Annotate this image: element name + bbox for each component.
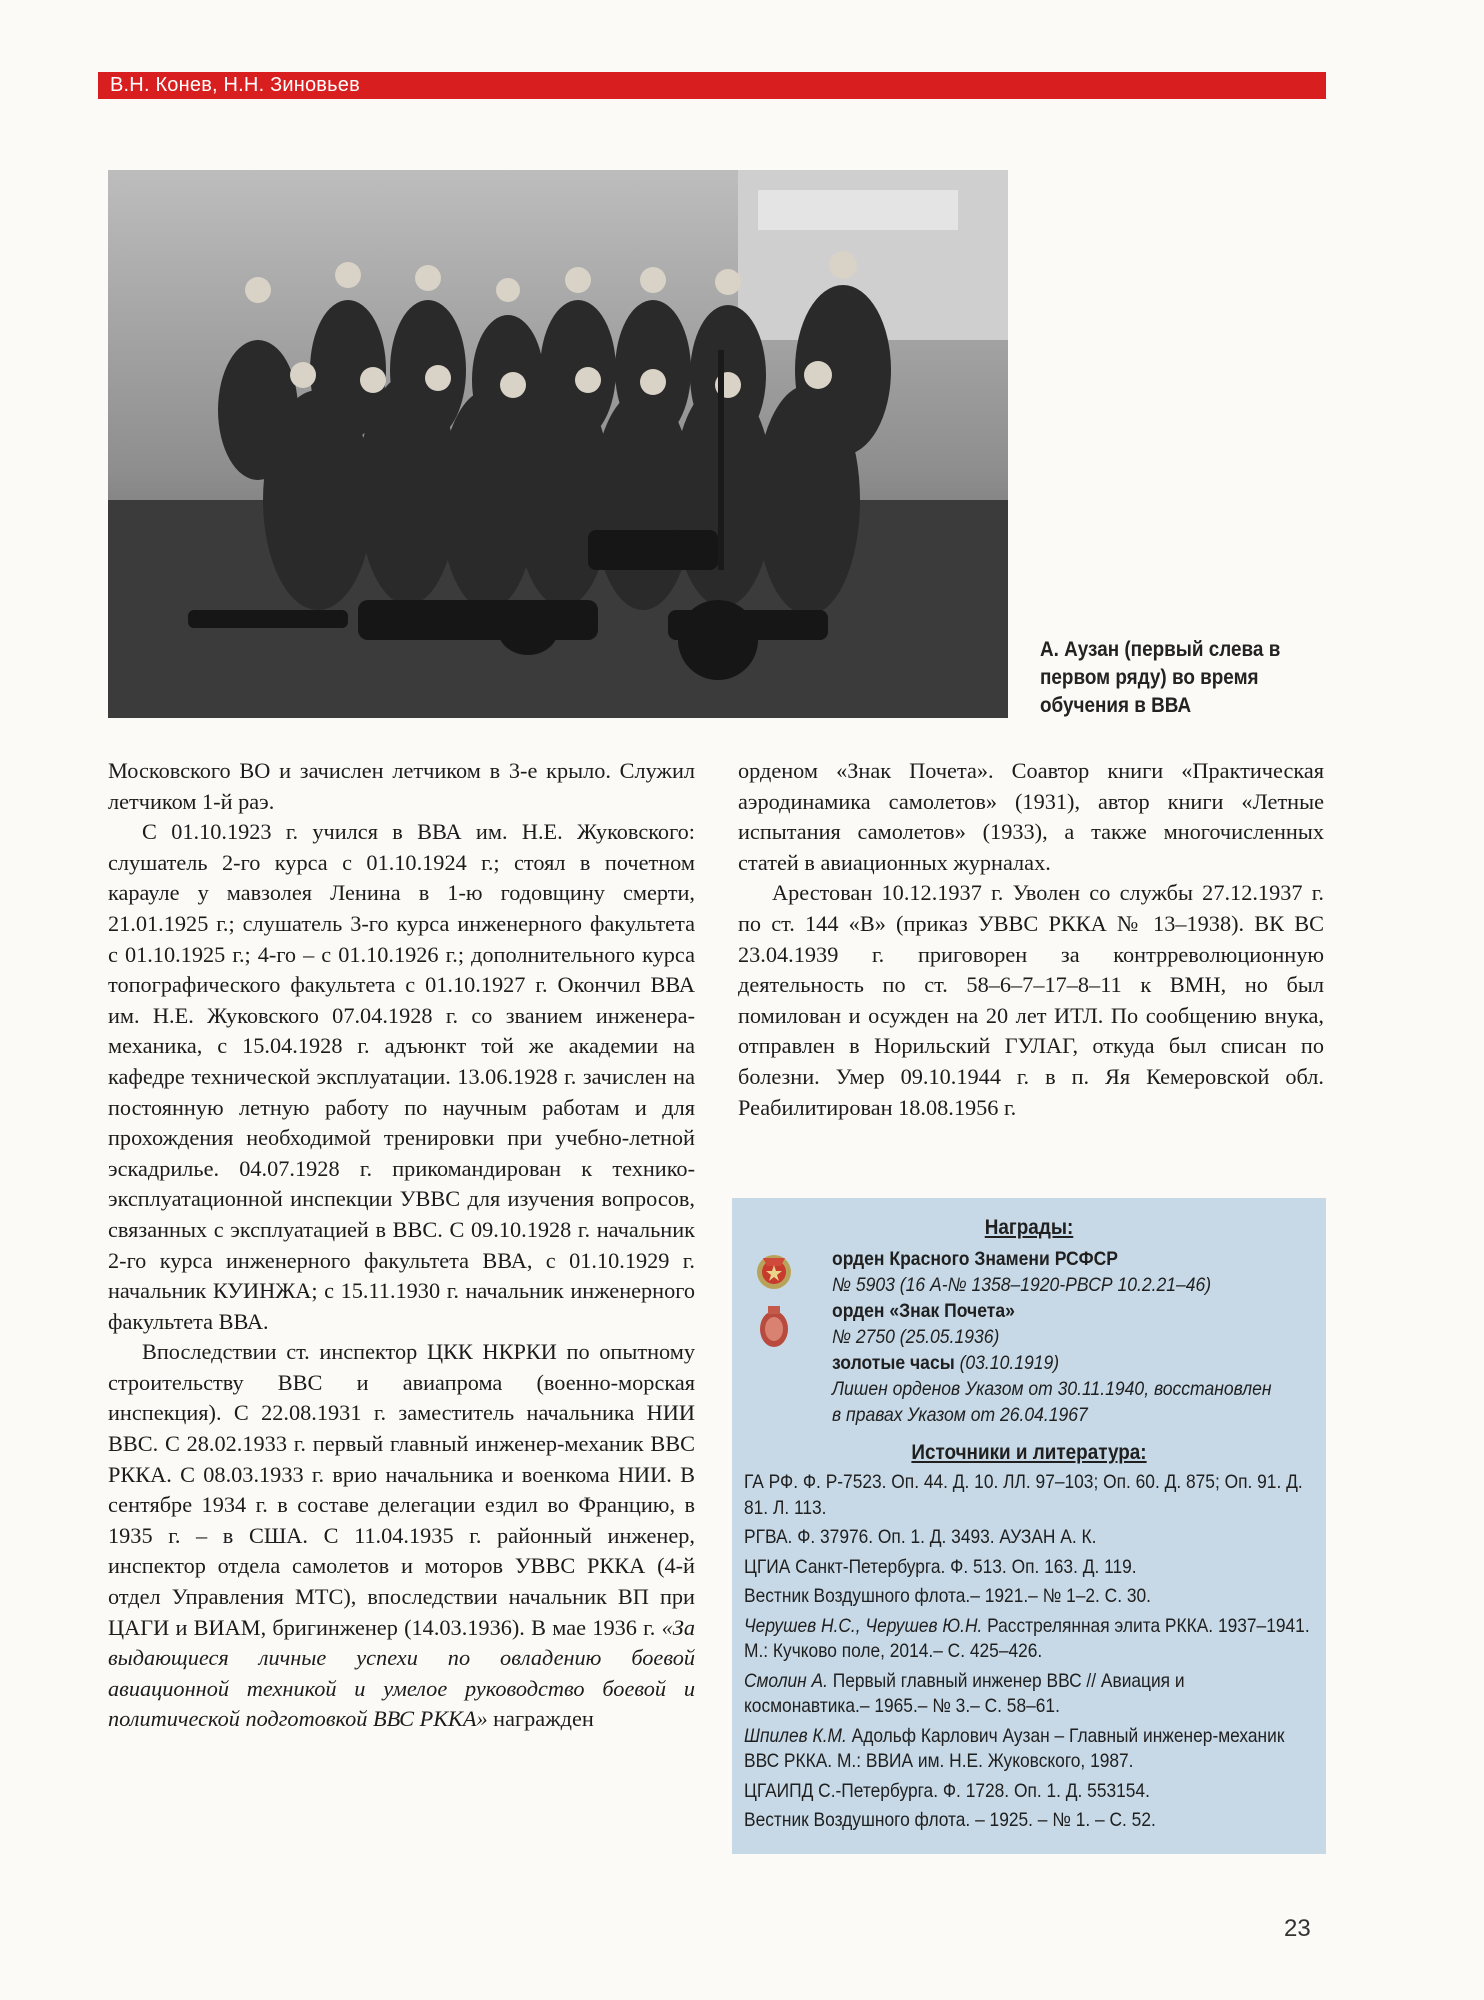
source-item: Вестник Воздушного флота. – 1925. – № 1. – С. 52. xyxy=(744,1809,1156,1831)
left-paragraph-3-start: Впоследствии ст. инспектор ЦКК НКРКИ по опытному строительству ВВС и авиапрома (военно-морская инспекция). С 22.08.1931 г. заместитель начальника НИИ ВВС. С 28.02.1933 г. первый главный инженер-механик ВВС РККА. С 08.03.1933 г. врио начальника и военкома НИИ. В сентябре 1934 г. в составе делегации ездил во Францию, в 1935 г. – в США. С 11.04.1935 г. районный инженер, инспектор отдела самолетов и моторов УВВС РККА (4-й отдел Управления МТС), впоследствии начальник ВП при ЦАГИ и ВИАМ, бригинженер (14.03.1936). В мае 1936 г. xyxy=(108,1339,695,1640)
sources-list xyxy=(744,1470,1314,1838)
source-item: Смолин А. Первый главный инженер ВВС // Авиация и космонавтика.– 1965.– № 3.– С. 58–61. xyxy=(744,1669,1185,1717)
left-paragraph-2: С 01.10.1923 г. учился в ВВА им. Н.Е. Жуковского: слушатель 2-го курса с 01.10.1924 г.; стоял в почетном карауле у мавзолея Ленина в 1-ю годовщину смерти, 21.01.1925 г.; слушатель 3-го курса инженерного факультета с 01.10.1925 г.; 4-го – с 01.10.1926 г.; дополнительного курса топографического факультета с 01.10.1927 г. Окончил ВВА им. Н.Е. Жуковского 07.04.1928 г. со званием инженера-механика, с 15.04.1928 г. адъюнкт той же академии на кафедре технической эксплуатации. 13.06.1928 г. зачислен на постоянную летную работу по научным работам и для прохождения необходимой тренировки при учебно-летной эскадрилье. 04.07.1928 г. прикомандирован к технико-эксплуатационной инспекции УВВС для изучения вопросов, связанных с эксплуатацией в ВВС. С 09.10.1928 г. начальник 2-го курса инженерного факультета ВВА, с 01.10.1929 г. начальник КУИНЖА; с 15.11.1930 г. начальник инженерного факультета ВВА. xyxy=(108,819,695,1334)
sources-heading: Источники и литература: xyxy=(911,1441,1147,1464)
source-item: ГА РФ. Ф. Р-7523. Оп. 44. Д. 10. ЛЛ. 97–103; Оп. 60. Д. 875; Оп. 91. Д. 81. Л. 113. xyxy=(744,1471,1303,1519)
source-item: Черушев Н.С., Черушев Ю.Н. Расстрелянная элита РККА. 1937–1941. М.: Кучково поле, 2014.– С. 425–426. xyxy=(744,1614,1310,1662)
source-item: ЦГАИПД С.-Петербурга. Ф. 1728. Оп. 1. Д. 553154. xyxy=(744,1779,1150,1802)
left-column xyxy=(108,756,695,1735)
award-note-1: Лишен орденов Указом от 30.11.1940, восстановлен xyxy=(832,1378,1272,1400)
source-item: Вестник Воздушного флота.– 1921.– № 1–2. С. 30. xyxy=(744,1585,1151,1607)
group-photo xyxy=(108,170,1008,718)
award-2-detail: № 2750 (25.05.1936) xyxy=(832,1326,1000,1348)
left-paragraph-1: Московского ВО и зачислен летчиком в 3-е крыло. Служил летчиком 1-й раэ. xyxy=(108,758,695,814)
right-paragraph-2: Арестован 10.12.1937 г. Уволен со службы 27.12.1937 г. по ст. 144 «В» (приказ УВВС РККА № 13–1938). ВК ВС 23.04.1939 г. приговорен за контрреволюционную деятельность по ст. 58–6–7–17–8–11 к ВМН, но был помилован и осужден на 20 лет ИТЛ. По сообщению внука, отправлен в Норильский ГУЛАГ, откуда был списан по болезни. Умер 09.10.1944 г. в п. Яя Кемеровской обл. Реабилитирован 18.08.1956 г. xyxy=(738,880,1324,1120)
figure-caption: А. Аузан (первый слева в первом ряду) во время обучения в ВВА xyxy=(1040,638,1281,717)
awards-heading: Награды: xyxy=(984,1216,1074,1239)
photo-illustration xyxy=(108,170,1008,718)
left-paragraph-3-end: награжден xyxy=(487,1706,594,1732)
badge-of-honour-icon xyxy=(754,1304,794,1350)
info-box xyxy=(732,1198,1326,1854)
header-authors: В.Н. Конев, Н.Н. Зиновьев xyxy=(110,74,360,96)
source-item: РГВА. Ф. 37976. Оп. 1. Д. 3493. АУЗАН А. К. xyxy=(744,1526,1097,1548)
award-1-detail: № 5903 (16 А-№ 1358–1920-РВСР 10.2.21–46) xyxy=(832,1274,1212,1296)
award-note-2: в правах Указом от 26.04.1967 xyxy=(832,1404,1088,1426)
award-3: золотые часы (03.10.1919) xyxy=(832,1352,1060,1374)
source-item: ЦГИА Санкт-Петербурга. Ф. 513. Оп. 163. Д. 119. xyxy=(744,1555,1137,1578)
running-header xyxy=(98,72,1326,99)
award-2-name: орден «Знак Почета» xyxy=(832,1300,1015,1322)
source-item: Шпилев К.М. Адольф Карлович Аузан – Главный инженер-механик ВВС РККА. М.: ВВИА им. Н.Е. Жуковского, 1987. xyxy=(744,1724,1285,1772)
page-number: 23 xyxy=(1284,1915,1311,1942)
award-quote: «За выдающиеся личные успехи по овладению боевой авиационной техникой и умелое руководство боевой и политической подготовкой ВВС РККА» xyxy=(108,1614,695,1732)
right-column xyxy=(738,756,1324,1123)
left-paragraph-3 xyxy=(108,1337,695,1735)
red-banner-order-icon xyxy=(754,1248,794,1294)
right-paragraph-1: орденом «Знак Почета». Соавтор книги «Практическая аэродинамика самолетов» (1931), автор книги «Летные испытания самолетов» (1933), а также многочисленных статей в авиационных журналах. xyxy=(738,758,1324,875)
award-1-name: орден Красного Знамени РСФСР xyxy=(832,1248,1119,1270)
